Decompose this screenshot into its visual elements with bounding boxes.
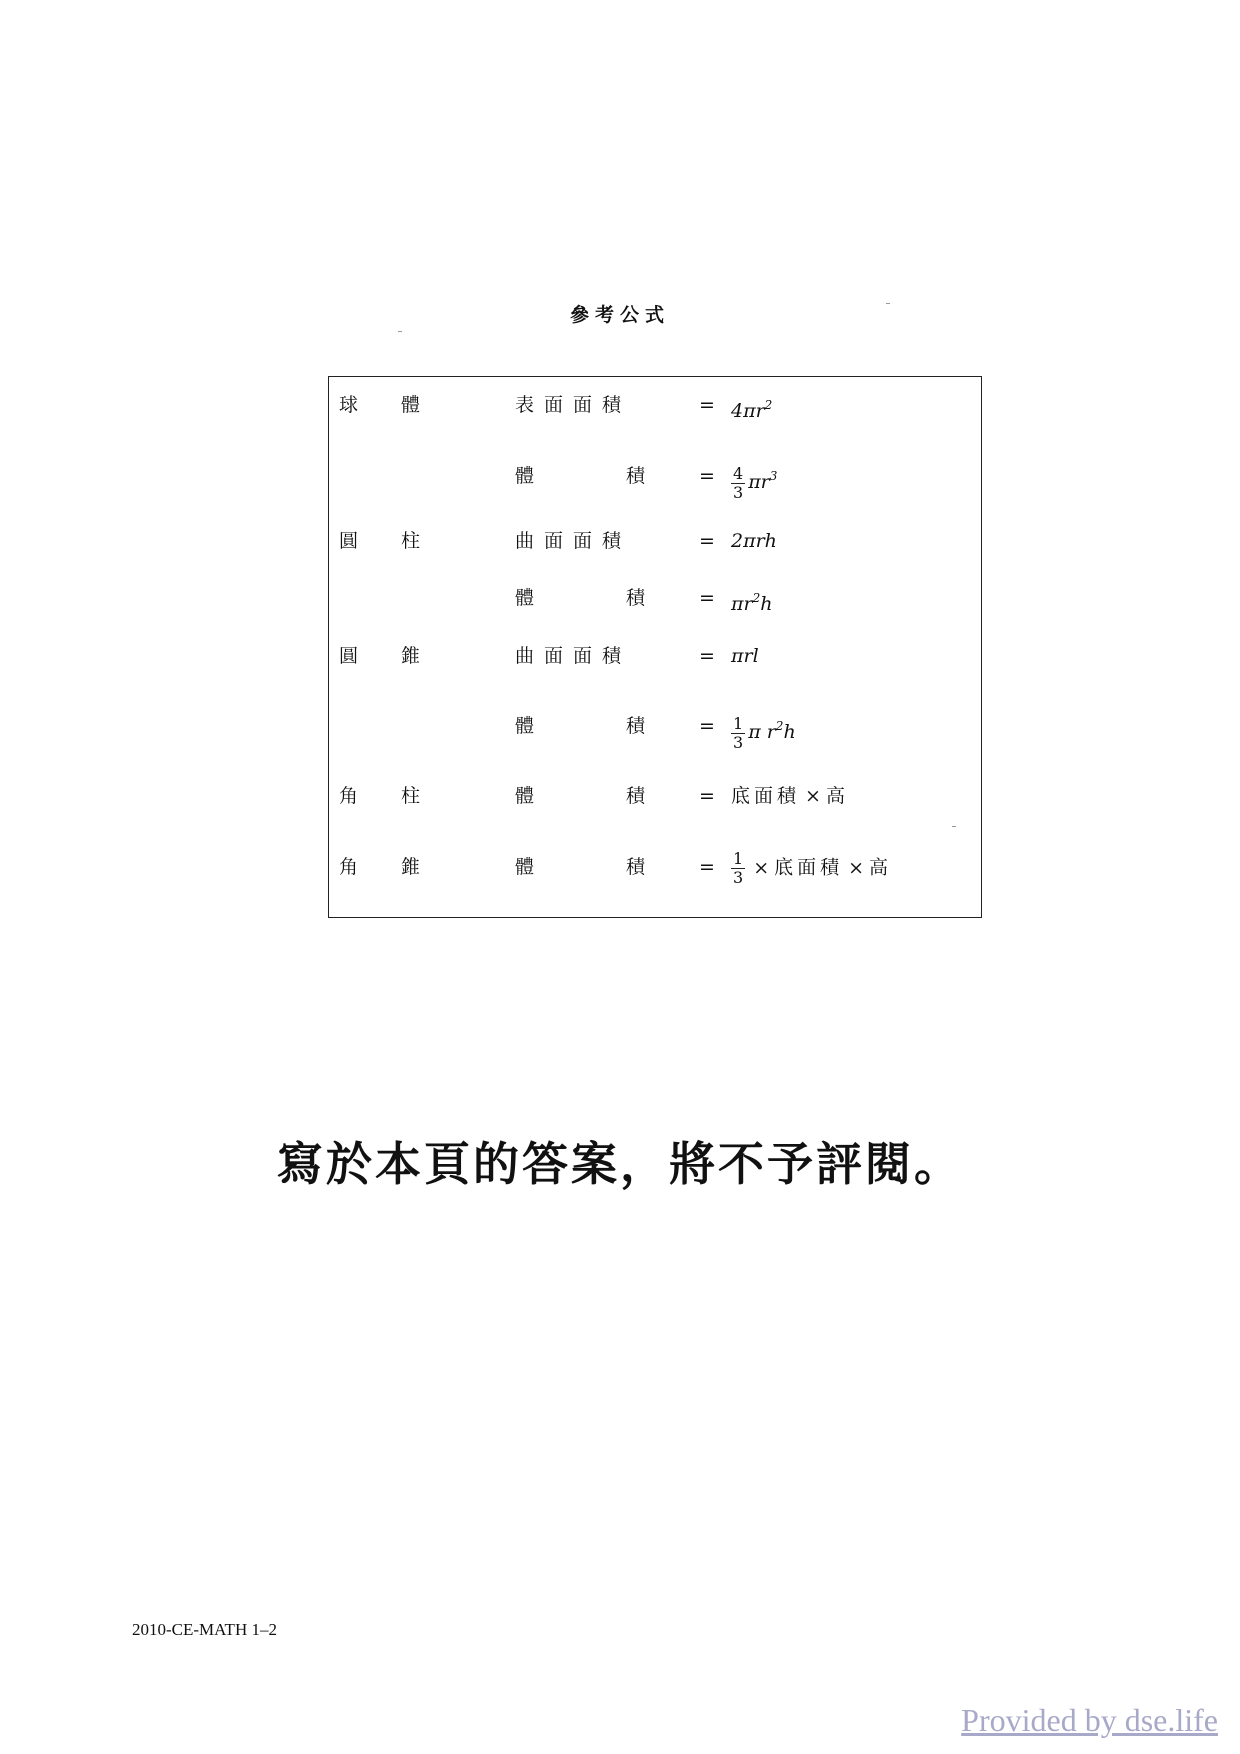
math-word: 高 [825,785,849,807]
footer-paper-code: 2010-CE-MATH 1–2 [132,1620,277,1639]
formula-row [329,849,981,887]
formula-expression [731,459,778,502]
formula-row [329,639,981,673]
math-term: πr [748,471,770,493]
formula-expression [731,524,777,558]
formula-row [329,779,981,813]
measure-char: 積 [625,465,645,487]
formula-row [329,388,981,422]
notice-text: 寫於本頁的答案，將不予評閱。 [277,1137,963,1191]
fraction [731,850,745,887]
shape-char: 圓 [339,645,359,667]
fraction-numerator: 1 [733,713,744,733]
math-word: 底面積 [731,785,801,807]
times-sign: × [753,856,770,879]
math-term: h [783,721,796,743]
math-word: 底面積 [774,856,844,879]
equals-sign: = [699,645,715,667]
equals-sign: = [699,465,715,487]
shape-name [339,779,439,813]
shape-name [339,639,439,673]
math-term: π r [748,721,776,743]
measure-name: 曲面面積 [515,645,632,667]
times-sign: × [848,856,865,879]
shape-char: 角 [339,785,359,807]
formula-row [329,581,981,615]
formula-expression [731,581,772,615]
math-term: πrl [731,645,759,667]
measure-char: 體 [515,715,535,737]
shape-char: 柱 [401,785,421,807]
formula-expression [731,849,893,887]
formula-row [329,709,981,752]
measure-name [515,709,645,743]
equals-sign: = [699,715,715,737]
formula-table [328,376,982,918]
shape-name [339,850,439,884]
shape-name [339,459,439,493]
exponent: 2 [752,591,761,605]
fraction [731,465,745,502]
shape-char: 圓 [339,530,359,552]
measure-name [515,850,645,884]
exponent: 2 [764,398,773,412]
formula-expression [731,639,759,673]
measure-char: 體 [515,856,535,878]
fraction-numerator: 4 [733,463,744,483]
measure-char: 體 [515,465,535,487]
measure-name [515,581,645,615]
measure-char: 體 [515,785,535,807]
equals-sign: = [699,394,715,416]
measure-name: 曲面面積 [515,530,632,552]
measure-name [515,459,645,493]
shape-name [339,581,439,615]
shape-char: 錐 [401,645,421,667]
measure-char: 積 [625,785,645,807]
math-term: h [760,593,773,615]
shape-char: 柱 [401,530,421,552]
equals-sign: = [699,856,715,878]
fraction-denominator: 3 [733,868,744,887]
formula-expression [731,388,772,422]
equals-sign: = [699,785,715,807]
math-term: 2πrh [731,530,777,552]
formula-expression [731,779,849,813]
exponent: 2 [775,719,784,733]
times-sign: × [805,785,821,807]
provided-by-link[interactable]: Provided by dse.life [961,1702,1218,1738]
scan-speck [398,331,402,332]
shape-name [339,709,439,743]
scan-speck [886,303,890,304]
equals-sign: = [699,530,715,552]
page-title: 參考公式 [569,304,670,326]
fraction-numerator: 1 [733,849,744,868]
formula-row [329,524,981,558]
fraction [731,715,745,752]
measure-char: 積 [625,856,645,878]
shape-char: 球 [339,394,359,416]
shape-name [339,388,439,422]
formula-expression [731,709,796,752]
math-term: πr [731,593,753,615]
measure-char: 積 [625,715,645,737]
formula-row [329,459,981,502]
measure-name [515,779,645,813]
scan-speck [952,826,956,827]
shape-char: 角 [339,856,359,878]
exponent: 3 [769,469,778,483]
shape-char: 體 [401,394,421,416]
fraction-denominator: 3 [733,732,744,752]
math-word: 高 [869,856,893,879]
measure-char: 積 [625,587,645,609]
equals-sign: = [699,587,715,609]
fraction-denominator: 3 [733,482,744,502]
shape-name [339,524,439,558]
math-term: 4πr [731,400,765,422]
measure-char: 體 [515,587,535,609]
shape-char: 錐 [401,856,421,878]
measure-name: 表面面積 [515,394,632,416]
